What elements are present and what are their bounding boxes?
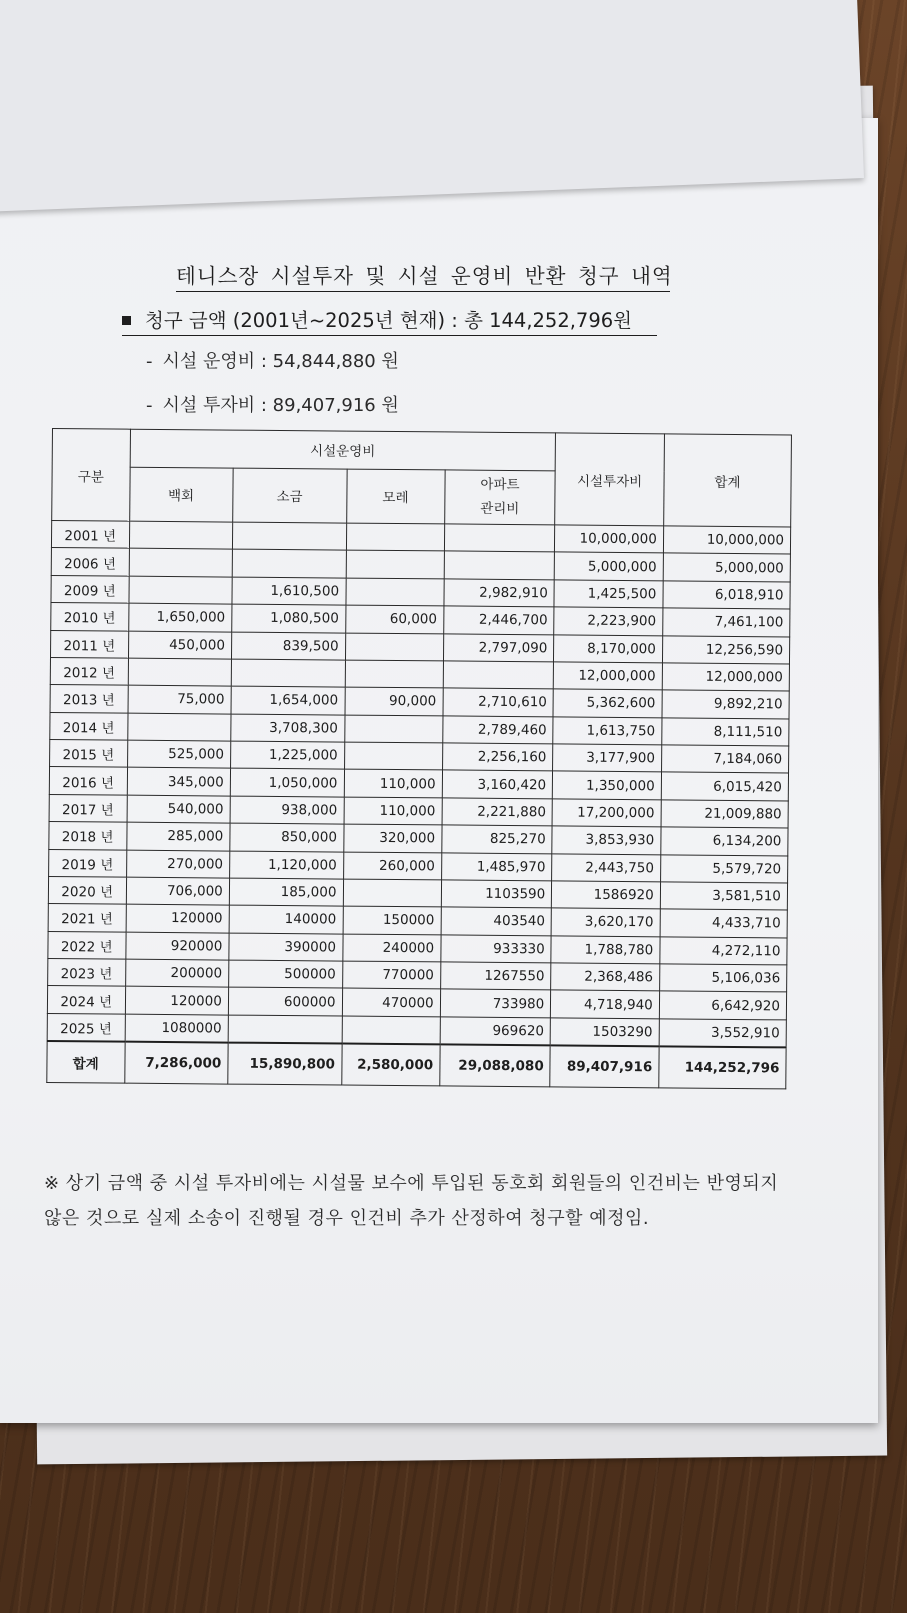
row-year: 2011 년 (50, 630, 128, 658)
paper-sheet-top (0, 0, 864, 212)
table-cell: 320,000 (343, 824, 441, 852)
table-cell (128, 576, 232, 604)
table-cell (127, 713, 231, 741)
table-cell: 2,789,460 (442, 716, 553, 744)
table-cell: 110,000 (344, 797, 442, 825)
table-cell: 6,642,920 (659, 991, 786, 1019)
table-cell: 839,500 (231, 632, 345, 660)
table-cell: 140000 (229, 905, 343, 933)
row-year: 2023 년 (48, 958, 126, 986)
table-cell: 10,000,000 (663, 526, 790, 554)
table-cell: 920000 (125, 932, 229, 960)
table-cell: 450,000 (128, 631, 232, 659)
table-cell: 770000 (342, 961, 440, 989)
row-year: 2021 년 (48, 904, 126, 932)
table-cell: 5,106,036 (659, 964, 786, 992)
header-whitewash: 백회 (129, 467, 233, 522)
claim-summary-text: 청구 금액 (2001년~2025년 현재) : 총 144,252,796원 (145, 309, 632, 332)
table-cell: 733980 (440, 989, 551, 1017)
table-cell: 2,710,610 (443, 688, 554, 716)
table-cell (128, 658, 232, 686)
table-cell: 150000 (343, 906, 441, 934)
table-cell: 4,718,940 (551, 990, 660, 1018)
table-cell (129, 549, 233, 577)
table-cell: 1,654,000 (231, 686, 345, 714)
table-cell: 969620 (440, 1017, 551, 1046)
row-year: 2020 년 (48, 876, 126, 904)
table-cell (344, 715, 442, 743)
header-total: 합계 (663, 434, 791, 527)
footnote: ※ 상기 금액 중 시설 투자비에는 시설물 보수에 투입된 동호회 회원들의 인건비는 반영되지 않은 것으로 실제 소송이 진행될 경우 인건비 추가 산정하여 청구할 예정임. (44, 1173, 779, 1229)
total-cell: 15,890,800 (228, 1043, 342, 1085)
table-cell: 1,788,780 (551, 936, 660, 964)
table-cell: 270,000 (126, 850, 230, 878)
table-cell: 1,425,500 (554, 580, 663, 608)
table-cell: 825,270 (441, 825, 552, 853)
table-cell: 90,000 (345, 687, 443, 715)
row-year: 2010 년 (51, 603, 129, 631)
table-cell: 1,610,500 (232, 577, 346, 605)
table-cell: 390000 (229, 933, 343, 961)
cost-table (46, 428, 792, 1089)
table-cell: 1,650,000 (128, 603, 232, 631)
total-cell: 89,407,916 (550, 1046, 659, 1088)
table-cell: 7,184,060 (661, 745, 788, 773)
table-cell: 540,000 (127, 795, 231, 823)
table-cell: 345,000 (127, 768, 231, 796)
table-cell: 3,177,900 (553, 744, 662, 772)
table-cell: 12,256,590 (662, 635, 789, 663)
row-year: 2024 년 (47, 986, 125, 1014)
table-cell: 1,225,000 (230, 741, 344, 769)
table-cell: 3,708,300 (231, 714, 345, 742)
table-cell: 1,050,000 (230, 768, 344, 796)
table-cell (342, 1016, 440, 1045)
table-cell: 185,000 (229, 878, 343, 906)
header-category: 구분 (52, 429, 130, 522)
row-year: 2001 년 (51, 521, 129, 549)
investment-cost-text: 시설 투자비 : 89,407,916 원 (162, 395, 399, 416)
table-cell (129, 521, 233, 549)
row-year: 2022 년 (48, 931, 126, 959)
table-cell: 2,221,880 (442, 798, 553, 826)
table-cell: 850,000 (230, 823, 344, 851)
table-cell: 2,982,910 (444, 579, 555, 607)
table-cell: 1,080,500 (232, 604, 346, 632)
header-operating-cost: 시설운영비 (130, 429, 556, 470)
operating-cost-line: - 시설 운영비 : 54,844,880 원 (146, 351, 399, 372)
table-cell: 17,200,000 (552, 799, 661, 827)
table-cell: 200000 (125, 959, 229, 987)
table-cell (345, 633, 443, 661)
table-cell: 1,613,750 (553, 717, 662, 745)
table-cell: 6,134,200 (661, 827, 788, 855)
table-cell: 938,000 (230, 796, 344, 824)
table-cell: 110,000 (344, 769, 442, 797)
table-cell (232, 549, 346, 577)
table-cell: 4,433,710 (660, 909, 787, 937)
table-cell (345, 578, 443, 606)
header-investment: 시설투자비 (555, 433, 664, 526)
table-cell: 500000 (228, 960, 342, 988)
table-cell: 21,009,880 (661, 800, 788, 828)
row-year: 2015 년 (50, 739, 128, 767)
square-bullet-icon (122, 316, 131, 325)
table-cell: 12,000,000 (554, 662, 663, 690)
table-cell: 240000 (342, 934, 440, 962)
table-cell (345, 660, 443, 688)
row-year: 2013 년 (50, 685, 128, 713)
row-year: 2016 년 (49, 767, 127, 795)
document-title: 테니스장 시설투자 및 시설 운영비 반환 청구 내역 (176, 259, 670, 292)
table-cell: 1586920 (552, 881, 661, 909)
claim-summary (122, 305, 657, 336)
table-cell: 285,000 (126, 822, 230, 850)
total-cell: 29,088,080 (439, 1045, 550, 1087)
table-cell: 6,018,910 (663, 581, 790, 609)
total-label: 합계 (47, 1041, 125, 1083)
table-cell: 1103590 (441, 880, 552, 908)
table-cell: 7,461,100 (663, 608, 790, 636)
table-cell: 2,368,486 (551, 963, 660, 991)
table-cell: 2,443,750 (552, 853, 661, 881)
table-cell: 4,272,110 (660, 936, 787, 964)
table-cell: 9,892,210 (662, 690, 789, 718)
table-cell: 8,170,000 (554, 634, 663, 662)
table-cell: 2,797,090 (443, 633, 554, 661)
table-cell: 5,362,600 (553, 689, 662, 717)
row-year: 2019 년 (49, 849, 127, 877)
table-cell: 1,485,970 (441, 852, 552, 880)
row-year: 2014 년 (50, 712, 128, 740)
table-cell (444, 551, 555, 579)
table-cell: 706,000 (126, 877, 230, 905)
row-year: 2006 년 (51, 548, 129, 576)
table-cell: 12,000,000 (662, 663, 789, 691)
table-cell: 5,000,000 (663, 553, 790, 581)
table-body (47, 521, 791, 1048)
table-cell: 3,160,420 (442, 770, 553, 798)
total-cell: 7,286,000 (124, 1042, 228, 1084)
row-year: 2017 년 (49, 794, 127, 822)
table-cell: 600000 (228, 987, 342, 1015)
table-cell (228, 1015, 342, 1044)
table-cell: 5,579,720 (660, 854, 787, 882)
table-cell: 2,223,900 (554, 607, 663, 635)
table-cell: 120000 (125, 987, 229, 1015)
table-cell: 3,853,930 (552, 826, 661, 854)
header-apartment-fee: 아파트 관리비 (444, 470, 555, 525)
row-year: 2018 년 (49, 822, 127, 850)
table-cell (346, 550, 444, 578)
table-cell (443, 661, 554, 689)
table-cell: 5,000,000 (554, 552, 663, 580)
table-cell: 60,000 (345, 605, 443, 633)
table-cell: 120000 (126, 904, 230, 932)
table-cell: 933330 (441, 935, 552, 963)
investment-cost-line: - 시설 투자비 : 89,407,916 원 (146, 395, 399, 416)
table-cell (344, 742, 442, 770)
row-year: 2025 년 (47, 1013, 125, 1042)
operating-cost-text: 시설 운영비 : 54,844,880 원 (162, 351, 399, 372)
row-year: 2012 년 (50, 657, 128, 685)
total-row (47, 1041, 786, 1089)
table-cell: 1,350,000 (553, 771, 662, 799)
table-cell: 3,620,170 (551, 908, 660, 936)
table-cell: 8,111,510 (662, 717, 789, 745)
table-cell: 2,446,700 (443, 606, 554, 634)
total-cell: 2,580,000 (341, 1044, 440, 1086)
table-cell: 470000 (342, 988, 440, 1016)
table-cell: 1267550 (440, 962, 551, 990)
table-cell: 1080000 (125, 1014, 229, 1043)
table-cell: 525,000 (127, 740, 231, 768)
table-cell: 75,000 (128, 685, 232, 713)
table-cell (444, 524, 555, 552)
table-cell (232, 522, 346, 550)
header-salt: 소금 (233, 468, 347, 523)
table-cell: 2,256,160 (442, 743, 553, 771)
table-cell: 3,552,910 (659, 1019, 786, 1048)
table-cell: 10,000,000 (555, 525, 664, 553)
table-cell: 260,000 (343, 852, 441, 880)
header-sand: 모레 (346, 469, 445, 524)
table-cell: 3,581,510 (660, 882, 787, 910)
row-year: 2009 년 (51, 575, 129, 603)
total-cell: 144,252,796 (659, 1047, 787, 1089)
table-cell: 6,015,420 (661, 772, 788, 800)
table-cell: 1503290 (550, 1018, 659, 1047)
table-cell (343, 879, 441, 907)
table-cell: 403540 (441, 907, 552, 935)
table-cell: 1,120,000 (229, 851, 343, 879)
table-cell (231, 659, 345, 687)
table-cell (346, 523, 444, 551)
